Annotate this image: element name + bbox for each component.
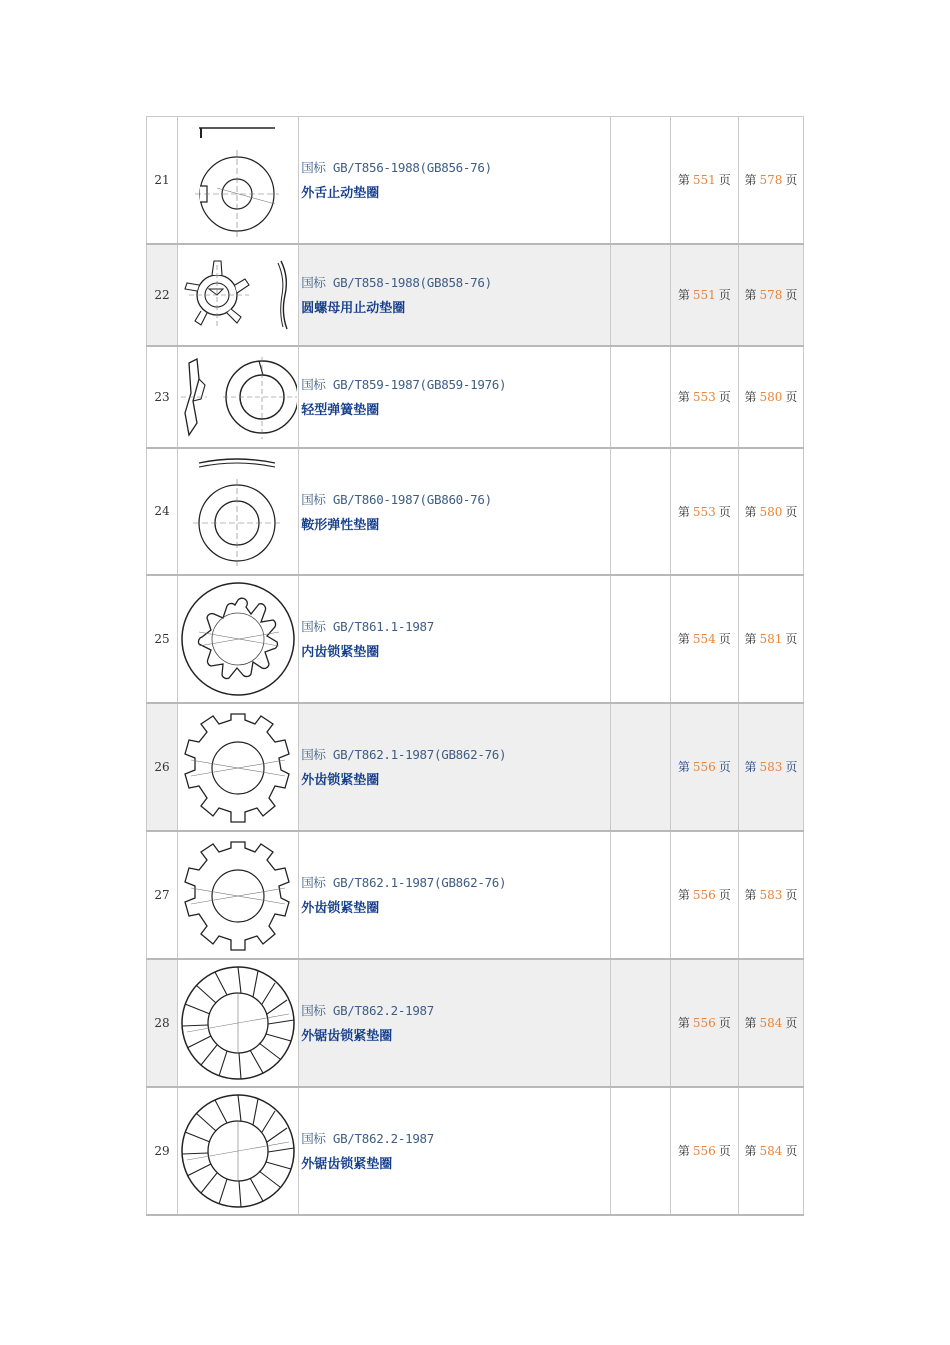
page-prefix: 第	[677, 288, 690, 302]
description-cell	[299, 244, 610, 346]
description-cell	[299, 346, 610, 448]
standard-code: 国标 GB/T861.1-1987	[301, 619, 435, 634]
standard-code: 国标 GB/T862.1-1987(GB862-76)	[301, 747, 507, 762]
page-prefix: 第	[677, 760, 690, 774]
standard-code: 国标 GB/T858-1988(GB858-76)	[301, 275, 492, 290]
external-tooth-washer-drawing	[179, 706, 297, 828]
drawing-cell	[178, 703, 299, 831]
page-ref-2	[738, 346, 803, 448]
empty-cell	[610, 244, 670, 346]
external-tooth-washer-drawing	[179, 834, 297, 956]
page-prefix: 第	[744, 632, 757, 646]
table-row	[147, 959, 804, 1087]
page-number-link[interactable]: 556	[692, 760, 716, 774]
table-row	[147, 448, 804, 575]
part-name-link[interactable]: 轻型弹簧垫圈	[301, 403, 380, 418]
page-prefix: 第	[744, 1144, 757, 1158]
description-cell	[299, 575, 610, 703]
page-suffix: 页	[718, 390, 731, 404]
page-prefix: 第	[677, 390, 690, 404]
page-suffix: 页	[785, 390, 798, 404]
page-prefix: 第	[677, 1144, 690, 1158]
page-ref-1	[670, 1087, 738, 1215]
row-number: 25	[147, 575, 178, 703]
description-cell	[299, 831, 610, 959]
drawing-cell	[178, 831, 299, 959]
page-number-link[interactable]: 556	[692, 888, 716, 902]
page-suffix: 页	[718, 288, 731, 302]
standard-code: 国标 GB/T856-1988(GB856-76)	[301, 160, 492, 176]
page-number-link[interactable]: 584	[759, 1016, 783, 1030]
table-row	[147, 1087, 804, 1215]
standard-code: 国标 GB/T862.2-1987	[301, 1131, 435, 1146]
part-name-link[interactable]: 外舌止动垫圈	[301, 186, 380, 202]
page-number-link[interactable]: 580	[759, 390, 783, 404]
page-suffix: 页	[718, 632, 731, 646]
part-name-link[interactable]: 外锯齿锁紧垫圈	[301, 1157, 393, 1172]
page-number-link[interactable]: 554	[692, 632, 716, 646]
part-name-link[interactable]: 内齿锁紧垫圈	[301, 645, 380, 660]
description-cell	[299, 959, 610, 1087]
row-number: 22	[147, 244, 178, 346]
page-prefix: 第	[677, 1016, 690, 1030]
standard-code: 国标 GB/T862.2-1987	[301, 1003, 435, 1018]
drawing-cell	[178, 575, 299, 703]
part-name-link[interactable]: 鞍形弹性垫圈	[301, 517, 380, 533]
drawing-cell	[178, 117, 299, 244]
page-ref-1	[670, 575, 738, 703]
page-number-link[interactable]: 553	[692, 390, 716, 404]
page-suffix: 页	[718, 504, 731, 519]
page-number-link[interactable]: 551	[692, 173, 716, 188]
page-prefix: 第	[677, 173, 690, 188]
table-row	[147, 831, 804, 959]
external-tab-washer-drawing	[179, 120, 297, 240]
page-ref-2	[738, 831, 803, 959]
page-number-link[interactable]: 583	[759, 888, 783, 902]
page-number-link[interactable]: 583	[759, 760, 783, 774]
empty-cell	[610, 117, 670, 244]
page-suffix: 页	[785, 632, 798, 646]
page-number-link[interactable]: 578	[759, 173, 783, 188]
table-row	[147, 703, 804, 831]
page-ref-2	[738, 1087, 803, 1215]
row-number: 29	[147, 1087, 178, 1215]
empty-cell	[610, 959, 670, 1087]
description-cell	[299, 117, 610, 244]
page-prefix: 第	[744, 504, 757, 519]
serrated-lock-washer-drawing	[179, 962, 297, 1084]
page-suffix: 页	[718, 173, 731, 188]
serrated-lock-washer-drawing	[179, 1090, 297, 1212]
page-number-link[interactable]: 553	[692, 504, 716, 519]
part-name-link[interactable]: 外齿锁紧垫圈	[301, 901, 380, 916]
row-number: 21	[147, 117, 178, 244]
empty-cell	[610, 346, 670, 448]
empty-cell	[610, 831, 670, 959]
page-suffix: 页	[785, 888, 798, 902]
empty-cell	[610, 703, 670, 831]
page-suffix: 页	[785, 173, 798, 188]
table-row	[147, 117, 804, 244]
page-suffix: 页	[785, 760, 798, 774]
row-number: 27	[147, 831, 178, 959]
page-number-link[interactable]: 580	[759, 504, 783, 519]
page-ref-2	[738, 448, 803, 575]
drawing-cell	[178, 1087, 299, 1215]
page-prefix: 第	[744, 1016, 757, 1030]
description-cell	[299, 1087, 610, 1215]
description-cell	[299, 703, 610, 831]
page-ref-2	[738, 244, 803, 346]
page-ref-1	[670, 448, 738, 575]
page-ref-1	[670, 117, 738, 244]
drawing-cell	[178, 346, 299, 448]
drawing-cell	[178, 244, 299, 346]
part-name-link[interactable]: 外锯齿锁紧垫圈	[301, 1029, 393, 1044]
row-number: 24	[147, 448, 178, 575]
part-name-link[interactable]: 圆螺母用止动垫圈	[301, 301, 406, 316]
empty-cell	[610, 575, 670, 703]
washer-table	[146, 116, 804, 1216]
page-prefix: 第	[744, 173, 757, 188]
page-suffix: 页	[718, 1144, 731, 1158]
page-number-link[interactable]: 581	[759, 632, 783, 646]
row-number: 26	[147, 703, 178, 831]
page-ref-1	[670, 831, 738, 959]
page-ref-1	[670, 346, 738, 448]
standard-code: 国标 GB/T859-1987(GB859-1976)	[301, 377, 507, 392]
page-prefix: 第	[677, 504, 690, 519]
page-ref-2	[738, 703, 803, 831]
page-suffix: 页	[718, 760, 731, 774]
page-prefix: 第	[744, 390, 757, 404]
page-number-link[interactable]: 556	[692, 1144, 716, 1158]
page-suffix: 页	[785, 504, 798, 519]
page-ref-2	[738, 575, 803, 703]
empty-cell	[610, 1087, 670, 1215]
page-suffix: 页	[718, 888, 731, 902]
page-suffix: 页	[718, 1016, 731, 1030]
page-ref-1	[670, 959, 738, 1087]
table-row	[147, 575, 804, 703]
page-prefix: 第	[677, 888, 690, 902]
table-row	[147, 346, 804, 448]
page-ref-2	[738, 117, 803, 244]
standard-code: 国标 GB/T862.1-1987(GB862-76)	[301, 875, 507, 890]
page-suffix: 页	[785, 1144, 798, 1158]
page-prefix: 第	[677, 632, 690, 646]
row-number: 23	[147, 346, 178, 448]
drawing-cell	[178, 959, 299, 1087]
internal-tooth-washer-drawing	[179, 578, 297, 700]
page-prefix: 第	[744, 288, 757, 302]
row-number: 28	[147, 959, 178, 1087]
table-row	[147, 244, 804, 346]
page-number-link[interactable]: 584	[759, 1144, 783, 1158]
page-ref-1	[670, 244, 738, 346]
spring-washer-drawing	[179, 349, 297, 445]
standard-code: 国标 GB/T860-1987(GB860-76)	[301, 491, 492, 507]
page-prefix: 第	[744, 760, 757, 774]
part-name-link[interactable]: 外齿锁紧垫圈	[301, 773, 380, 788]
page-number-link[interactable]: 551	[692, 288, 716, 302]
description-cell	[299, 448, 610, 575]
page-suffix: 页	[785, 1016, 798, 1030]
page-ref-2	[738, 959, 803, 1087]
drawing-cell	[178, 448, 299, 575]
page-number-link[interactable]: 556	[692, 1016, 716, 1030]
page-ref-1	[670, 703, 738, 831]
empty-cell	[610, 448, 670, 575]
round-nut-lock-washer-drawing	[179, 255, 297, 335]
page-number-link[interactable]: 578	[759, 288, 783, 302]
page-suffix: 页	[785, 288, 798, 302]
page-prefix: 第	[744, 888, 757, 902]
saddle-washer-drawing	[179, 451, 297, 571]
